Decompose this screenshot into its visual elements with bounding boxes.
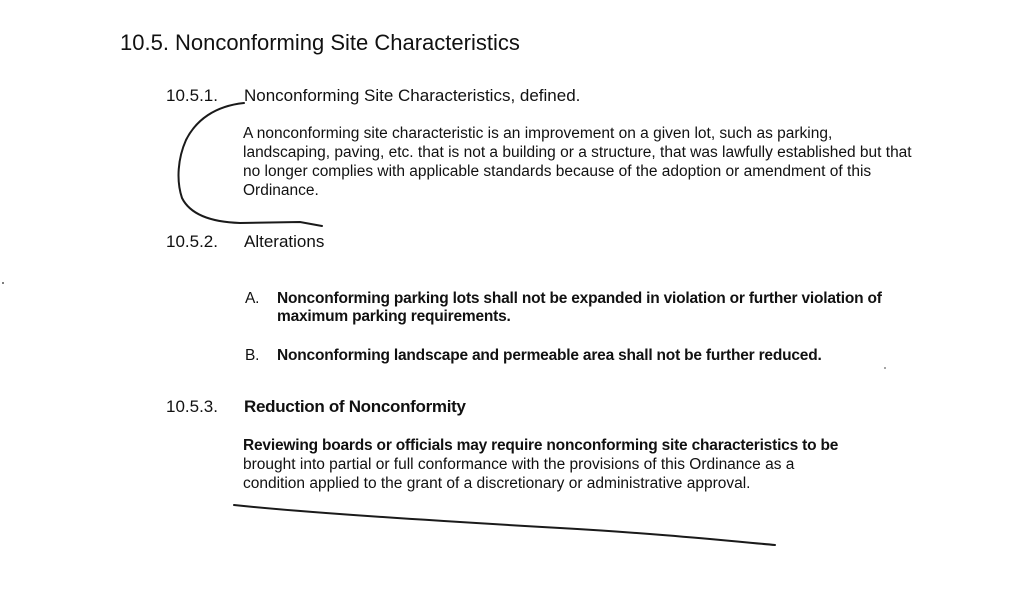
body-rest-text: brought into partial or full conformance with the provisions of this Ordinance as a condition applied to the grant of a discretionary or administrative approval. (243, 456, 795, 492)
subsection-body-10-5-3 (243, 436, 858, 493)
subsection-heading-10-5-2 (166, 232, 324, 252)
list-item-letter: B. (245, 347, 260, 364)
list-item-letter: A. (245, 290, 260, 307)
subsection-number: 10.5.1. (166, 86, 218, 105)
list-item-text: Nonconforming landscape and permeable area shall not be further reduced. (277, 347, 822, 364)
subsection-title: Alterations (244, 232, 325, 251)
underline-annotation (234, 505, 775, 545)
speck-mark (884, 367, 886, 369)
subsection-heading-10-5-1 (166, 86, 580, 106)
speck-mark (2, 282, 4, 284)
subsection-number: 10.5.2. (166, 232, 218, 251)
subsection-heading-10-5-3 (166, 397, 466, 417)
subsection-title: Nonconforming Site Characteristics, defined. (244, 86, 581, 105)
body-lead-text: Reviewing boards or officials may require nonconforming site characteristics to be (243, 437, 839, 454)
section-title: 10.5. Nonconforming Site Characteristics (120, 30, 520, 55)
subsection-body-10-5-1: A nonconforming site characteristic is an improvement on a given lot, such as parking, landscaping, paving, etc. that is not a building or a structure, that was lawfully established but that no longer complies with applicable standards because of the adoption or amendment of this Ordinance. (243, 125, 912, 199)
subsection-title: Reduction of Nonconformity (244, 397, 466, 416)
list-item-b (245, 347, 905, 365)
subsection-number: 10.5.3. (166, 397, 218, 416)
list-item-a (245, 290, 905, 326)
list-item-text: Nonconforming parking lots shall not be expanded in violation or further violation of maximum parking requirements. (277, 290, 882, 325)
